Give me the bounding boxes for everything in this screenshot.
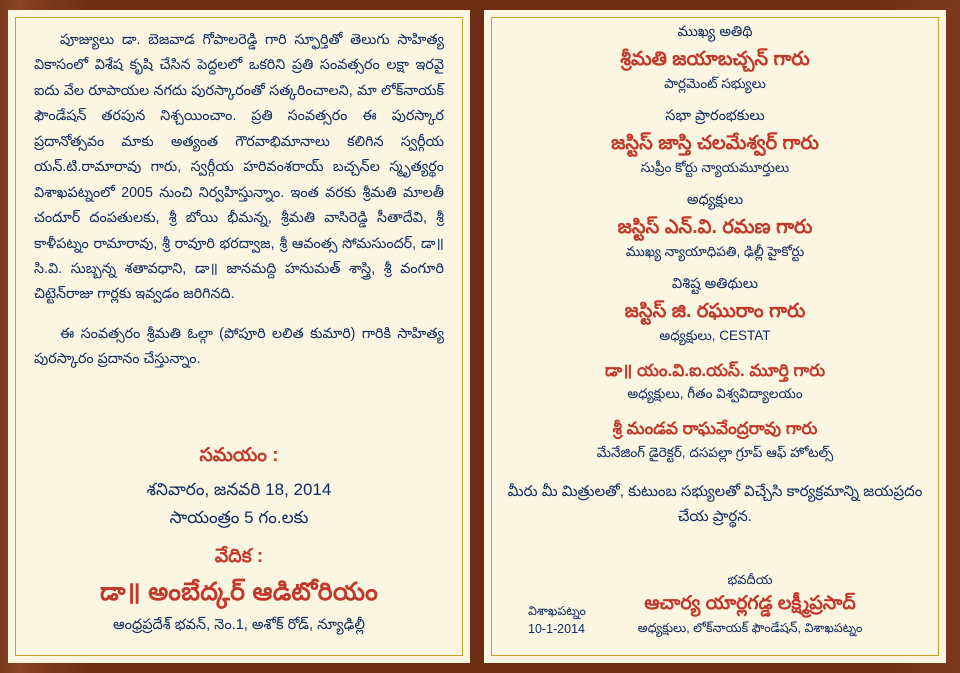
guest-desc: అధ్యక్షులు, గీతం విశ్వవిద్యాలయం — [627, 386, 803, 402]
award-history-paragraph: పూజ్యులు డా. బెజవాడ గోపాలరెడ్డి గారి స్ఫూర్తితో తెలుగు సాహిత్య వికాసంలో విశేష కృషి చేసిన పెద్దలలో ఒకరిని ప్రతి సంవత్సరం లక్షా ఇరవై ఐదు వేల రూపాయల నగదు పురస్కారంతో సత్కరించాలని, మా లోక్‌నాయక్ ఫౌండేషన్ తరపున నిశ్చయించాం. ప్రతి సంవత్సరం ఈ పురస్కార ప్రదానోత్సవం మాకు అత్యంత గౌరవాభిమానాలు కలిగిన స్వర్గీయ యన్.టి.రామారావు గారు, స్వర్గీయ హరివంశరాయ్ బచ్చన్‌ల స్మృత్యర్థం విశాఖపట్నంలో 2005 నుంచి నిర్వహిస్తున్నాం. ఇంత వరకు శ్రీమతి మాలతీ చందూర్ దంపతులకు, శ్రీ బోయి భీమన్న, శ్రీమతి వాసిరెడ్డి సీతాదేవి, శ్రీ కాళీపట్నం రామారావు, శ్రీ రావూరి భరద్వాజ, శ్రీ ఆవంత్స సోమసుందర్, డా॥ సి.వి. సుబ్బన్న శతావధాని, డా॥ జానమద్ది హనుమత్ శాస్త్రి, శ్రీ వంగూరి చిట్టెన్‌రాజు గార్లకు ఇవ్వడం జరిగినది. — [34, 32, 444, 303]
guest-block — [506, 24, 924, 94]
guest-block — [506, 192, 924, 262]
guest-role: సభా ప్రారంభకులు — [665, 107, 765, 124]
signature-designation: అధ్యక్షులు, లోక్‌నాయక్ ఫౌండేషన్, విశాఖపట్నం — [637, 621, 863, 635]
guest-block — [506, 276, 924, 346]
guest-desc: ముఖ్య న్యాయాధిపతి, ఢిల్లీ హైకోర్టు — [625, 244, 805, 260]
footer-date: 10-1-2014 — [528, 622, 585, 637]
guest-name: జస్టిస్ ఎన్.వి. రమణ గారు — [617, 215, 813, 238]
right-panel — [484, 10, 946, 663]
signature-name: ఆచార్య యార్లగడ్డ లక్ష్మీప్రసాద్ — [644, 593, 856, 614]
left-panel — [8, 10, 470, 663]
event-time: సాయంత్రం 5 గం.లకు — [169, 507, 309, 527]
guest-name: శ్రీ మండవ రాఘవేంద్రరావు గారు — [612, 419, 818, 438]
guest-role: విశిష్ట అతిథులు — [671, 275, 759, 292]
guest-name: శ్రీమతి జయాబచ్చన్ గారు — [620, 48, 810, 70]
venue-heading: వేదిక : — [214, 546, 264, 567]
current-year-paragraph: ఈ సంవత్సరం శ్రీమతి ఓల్గా (పోపూరి లలిత కుమారి) గారికి సాహిత్య పురస్కారం ప్రదానం చేస్తున్నాం. — [34, 325, 444, 368]
guest-desc: సుప్రీం కోర్టు న్యాయమూర్తులు — [640, 160, 790, 176]
guest-block — [506, 418, 924, 463]
guest-desc: అధ్యక్షులు, CESTAT — [659, 327, 771, 343]
guest-desc: పార్లమెంట్ సభ్యులు — [664, 76, 766, 92]
event-details-block — [60, 429, 418, 637]
venue-address: ఆంధ్రప్రదేశ్ భవన్, నెం.1, అశోక్ రోడ్, న్యూఢిల్లీ — [113, 617, 365, 633]
footer-row — [528, 572, 902, 639]
left-panel-content — [34, 28, 444, 653]
guest-block — [506, 360, 924, 405]
right-panel-content — [506, 24, 924, 653]
guest-role: అధ్యక్షులు — [686, 191, 744, 208]
guest-desc: మేనేజింగ్ డైరెక్టర్, దసపల్లా గ్రూప్ ఆఫ్ హోటల్స్ — [596, 444, 834, 460]
signature-prefix: భవదీయ — [727, 572, 773, 587]
guest-block — [506, 108, 924, 178]
venue-name: డా॥ అంబేద్కర్ ఆడిటోరియం — [99, 578, 379, 606]
invitation-request-text: మీరు మీ మిత్రులతో, కుటుంబ సభ్యులతో విచ్చేసి కార్యక్రమాన్ని జయప్రదం చేయ ప్రార్థన. — [507, 482, 923, 525]
signature-block — [598, 572, 902, 639]
event-date: శనివారం, జనవరి 18, 2014 — [146, 480, 332, 499]
guest-name: జస్టిస్ జి. రఘురాం గారు — [624, 299, 806, 322]
footer-place: విశాఖపట్నం — [528, 603, 586, 618]
guest-role: ముఖ్య అతిథి — [677, 24, 753, 40]
guest-name: జస్టిస్ జాస్తి చలమేశ్వర్ గారు — [611, 131, 819, 154]
time-heading: సమయం : — [199, 445, 279, 466]
guest-name: డా॥ యం.వి.ఐ.యస్. మూర్తి గారు — [604, 360, 826, 380]
